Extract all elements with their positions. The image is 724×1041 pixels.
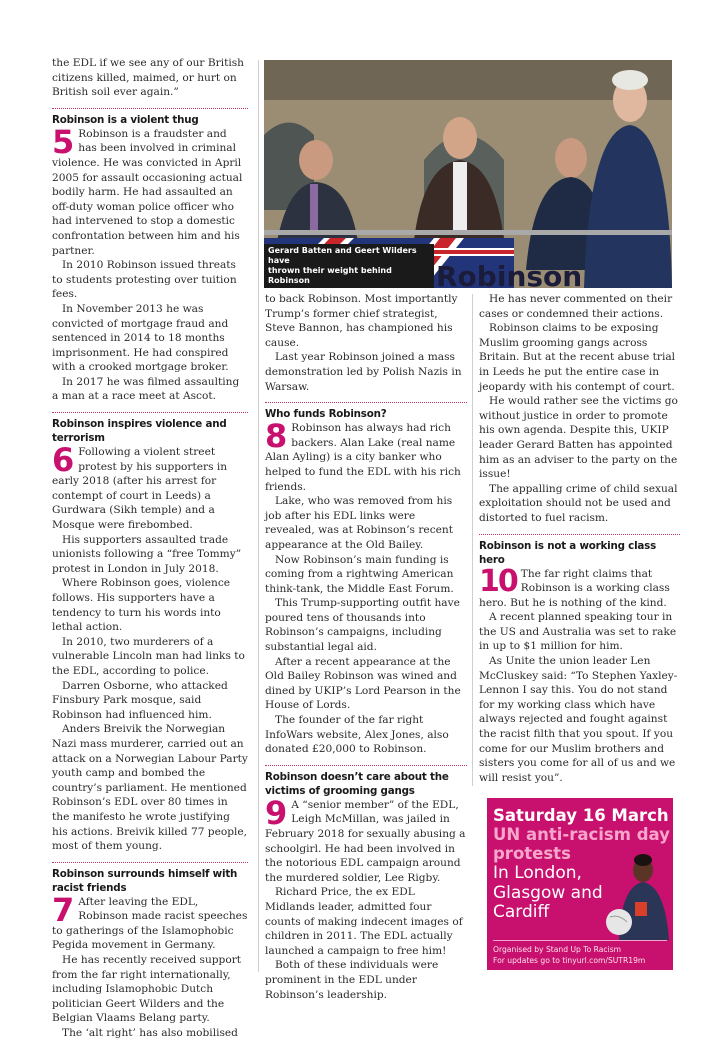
section-5-heading: Robinson is a violent thug — [52, 113, 199, 126]
promo-footer — [493, 944, 645, 966]
section-7-number: 7 — [52, 890, 75, 929]
caption-line-1: Gerard Batten and Geert Wilders have — [268, 246, 417, 265]
section-6-heading: Robinson inspires violence and terrorism — [52, 418, 227, 445]
promo-organiser: Organised by Stand Up To Racism — [493, 945, 622, 954]
promo-divider — [493, 940, 667, 941]
section-8-number: 8 — [265, 417, 288, 456]
section-9-heading: Robinson doesn’t care about the victims of grooming gangs — [265, 770, 449, 797]
event-promo-box — [487, 798, 673, 970]
paragraph: His supporters assaulted trade unionists following a “free Tommy” protest in London in July 2018. — [52, 533, 242, 575]
paragraph: Now Robinson’s main funding is coming from a rightwing American think-tank, the Middle East Forum. — [265, 553, 454, 595]
paragraph: The far right claims that Robinson is a working class hero. But he is nothing of the kind. — [479, 567, 670, 609]
section-9-number: 9 — [265, 793, 288, 832]
paragraph: He has recently received support from the far right internationally, including Islamophobic Dutch politician Geert Wilders and the Belgian Vlaams Belang party. — [52, 954, 242, 1025]
caption-line-2: thrown their weight behind Robinson — [268, 266, 392, 285]
paragraph: A “senior member” of the EDL, Leigh McMillan, was jailed in February 2018 for sexually abusing a schoolgirl. He had been involved in the notorious EDL campaign around the murdered soldier, Lee Rigby. — [265, 798, 466, 884]
paragraph: This Trump-supporting outfit have poured tens of thousands into Robinson’s campaigns, including substantial legal aid. — [265, 597, 460, 654]
article-column-3 — [479, 292, 680, 785]
section-6-number: 6 — [52, 441, 75, 480]
news-photo — [264, 60, 672, 288]
column-divider — [258, 60, 259, 972]
paragraph: After a recent appearance at the Old Bailey Robinson was wined and dined by UKIP’s Lord Pearson in the House of Lords. — [265, 655, 461, 712]
promo-date: Saturday 16 March — [493, 806, 669, 825]
article-column-2 — [265, 292, 467, 1002]
paragraph: Richard Price, the ex EDL Midlands leader, admitted four counts of making indecent images of children in 2011. The EDL actually launched a campaign to free him! — [265, 886, 463, 957]
section-10-number: 10 — [479, 563, 517, 599]
paragraph: Lake, who was removed from his job after his EDL links were revealed, was at Robinson’s recent appearance at the Old Bailey. — [265, 495, 453, 551]
section-divider — [479, 534, 680, 535]
section-10-heading: Robinson is not a working class hero — [479, 539, 657, 566]
section-5-number: 5 — [52, 122, 75, 161]
paragraph: Where Robinson goes, violence follows. His supporters have a tendency to turn his words into lethal action. — [52, 577, 231, 634]
paragraph: He has never commented on their cases or condemned their actions. — [479, 293, 673, 320]
photo-caption — [264, 244, 434, 288]
paragraph: In November 2013 he was convicted of mortgage fraud and sentenced in 2014 to 18 months imprisonment. He had conspired with a crooked mortgage broker. — [52, 302, 229, 374]
paragraph: The ‘alt right’ has also mobilised — [62, 1027, 238, 1040]
section-divider — [265, 765, 467, 766]
banner-text: Robinson — [436, 260, 583, 288]
promo-event: UN anti-racism day protests — [493, 825, 670, 863]
paragraph: The appalling crime of child sexual exploitation should not be used and distorted to fuel racism. — [479, 482, 678, 524]
paragraph: Following a violent street protest by his supporters in early 2018 (after his arrest for contempt of court in Leeds) a Gurdwara (Sikh temple) and a Mosque were firebombed. — [52, 446, 228, 532]
section-divider — [52, 862, 248, 863]
paragraph: The founder of the far right InfoWars website, Alex Jones, also donated £20,000 to Robinson. — [265, 714, 449, 756]
section-8-heading: Who funds Robinson? — [265, 408, 387, 421]
paragraph: A recent planned speaking tour in the US and Australia was set to rake in up to $1 million for him. — [479, 611, 677, 653]
paragraph: Last year Robinson joined a mass demonstration led by Polish Nazis in Warsaw. — [265, 351, 462, 393]
column-divider — [472, 294, 473, 786]
paragraph: As Unite the union leader Len McCluskey said: “To Stephen Yaxley-Lennon I say this. You do not stand for my working class which have always rejected and fought against the racist filth that you spout. If you come for our Muslim brothers and sisters you come for all of us and we will resist you”. — [479, 655, 678, 784]
section-divider — [52, 108, 248, 109]
paragraph: to back Robinson. Most importantly Trump’s former chief strategist, Steve Bannon, has championed his cause. — [265, 293, 458, 349]
paragraph: In 2017 he was filmed assaulting a man at a race meet at Ascot. — [52, 375, 240, 403]
section-7-heading: Robinson surrounds himself with racist friends — [52, 867, 238, 894]
intro-paragraph: the EDL if we see any of our British citizens killed, maimed, or hurt on British soil ever again.” — [52, 57, 245, 99]
section-divider — [52, 412, 248, 413]
promo-locations: In London, Glasgow and Cardiff — [493, 863, 603, 922]
paragraph: In 2010 Robinson issued threats to students protesting over tuition fees. — [52, 259, 237, 301]
article-column-1 — [52, 56, 248, 1041]
paragraph: Robinson has always had rich backers. Alan Lake (real name Alan Ayling) is a city banker who helped to fund the EDL with his rich friends. — [265, 422, 461, 493]
section-divider — [265, 402, 467, 403]
paragraph: Robinson claims to be exposing Muslim grooming gangs across Britain. But at the recent abuse trial in Leeds he put the entire case in jeopardy with his contempt of court. — [479, 322, 676, 393]
paragraph: After leaving the EDL, Robinson made racist speeches to gatherings of the Islamophobic Pegida movement in Germany. — [52, 895, 248, 952]
promo-updates-link[interactable]: For updates go to tinyurl.com/SUTR19m — [493, 956, 646, 965]
paragraph: In 2010, two murderers of a vulnerable Lincoln man had links to the EDL, according to police. — [52, 635, 245, 677]
paragraph: He would rather see the victims go without justice in order to promote his own agenda. Despite this, UKIP leader Gerard Batten has appointed him as an adviser to the party on the issue! — [479, 395, 678, 481]
paragraph: Both of these individuals were prominent in the EDL under Robinson’s leadership. — [265, 959, 439, 1001]
paragraph: Anders Breivik the Norwegian Nazi mass murderer, carried out an attack on a Norwegian Labour Party youth camp and bombed the country’s parliament. He mentioned Robinson’s EDL over 80 times in the manifesto he wrote justifying his actions. Breivik killed 77 people, most of them young. — [52, 723, 248, 853]
paragraph: Darren Osborne, who attacked Finsbury Park mosque, said Robinson had influenced him. — [52, 679, 228, 721]
paragraph: Robinson is a fraudster and has been involved in criminal violence. He was convicted in April 2005 for assault occasioning actual bodily harm. He had assaulted an off-duty woman police officer who had intervened to stop a domestic confrontation between him and his partner. — [52, 127, 243, 257]
protester-photo-illustration — [605, 852, 671, 940]
